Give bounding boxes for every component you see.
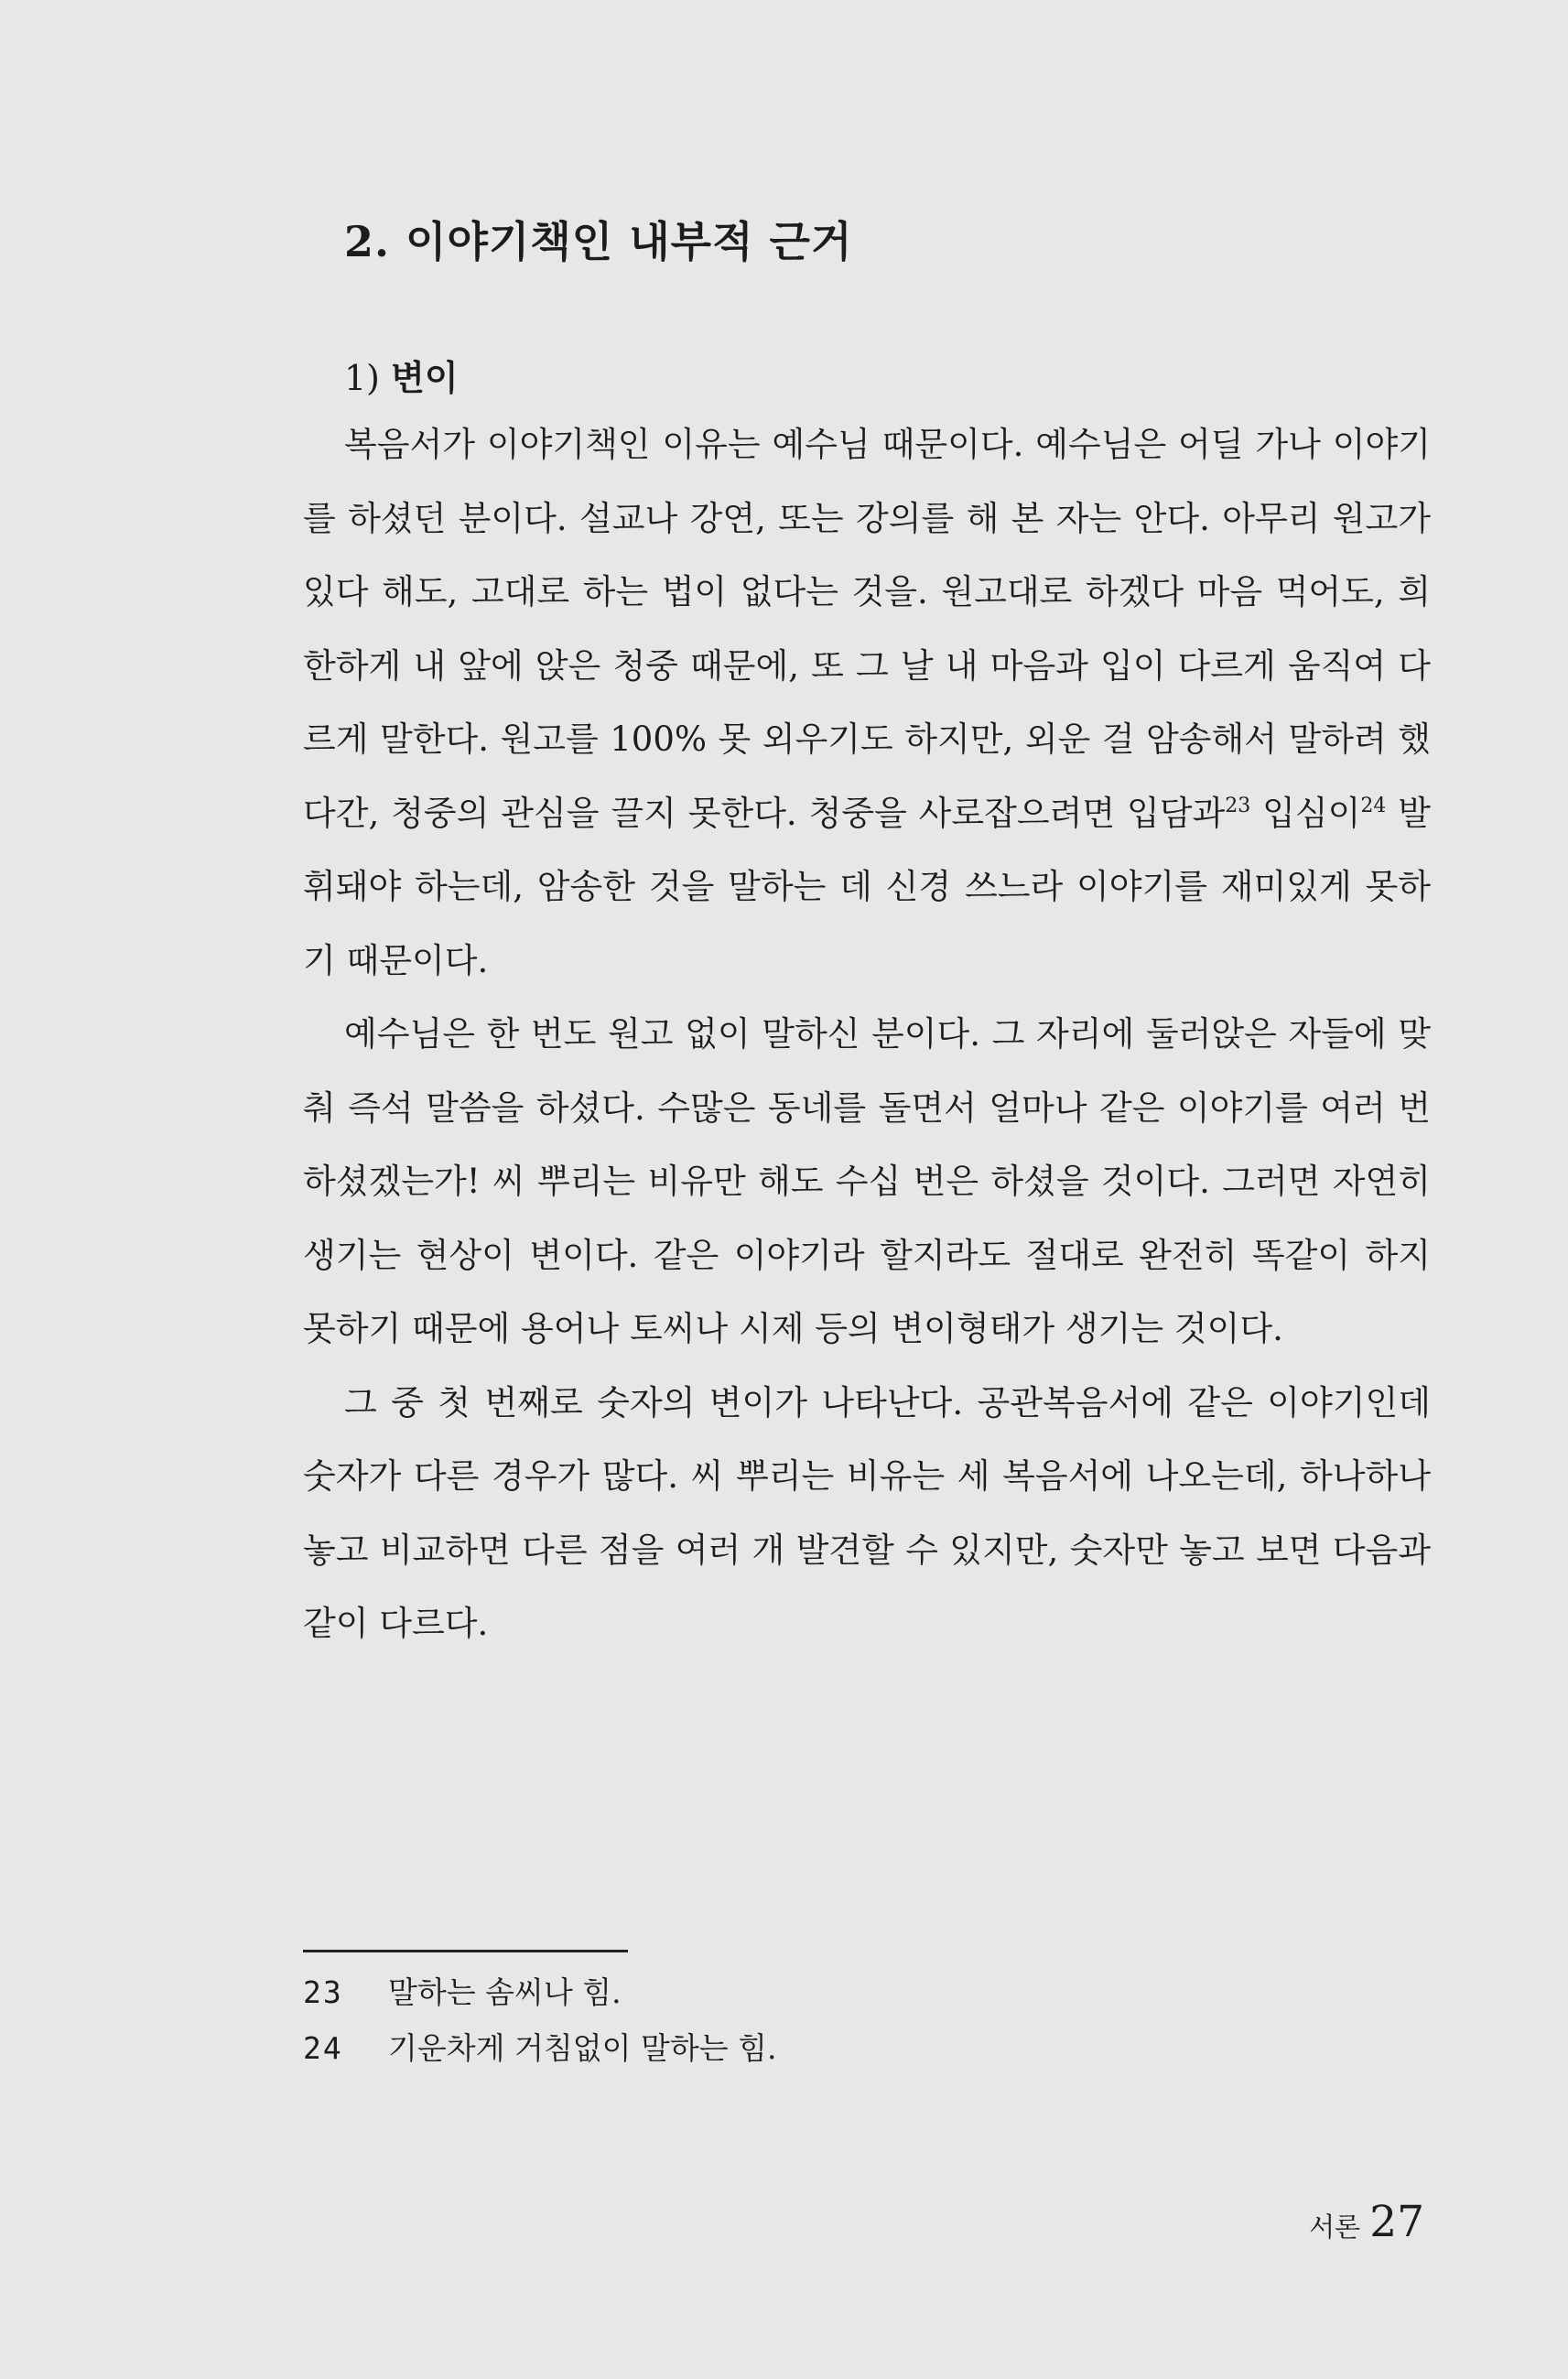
- sub-heading-title: 변이: [391, 357, 459, 398]
- footnote-number: 24: [303, 2030, 343, 2066]
- paragraph-1-text-2: 입심이: [1250, 793, 1361, 833]
- footnotes: [303, 1964, 777, 2076]
- footnote-number: 23: [303, 1974, 343, 2010]
- running-head: 서론: [1309, 2211, 1361, 2243]
- paragraph-1: [303, 408, 1431, 998]
- footnote-23: [303, 1964, 777, 2020]
- paragraph-3: 그 중 첫 번째로 숫자의 변이가 나타난다. 공관복음서에 같은 이야기인데 숫자가 다른 경우가 많다. 씨 뿌리는 비유는 세 복음서에 나오는데, 하나하나 놓고 비교하면 다른 점을 여러 개 발견할 수 있지만, 숫자만 놓고 보면 다음과 같이 다르다.: [303, 1382, 1431, 1643]
- page-number: 27: [1369, 2197, 1424, 2247]
- footnote-ref-24[interactable]: 24: [1360, 794, 1387, 817]
- paragraph-1-text-3: 발휘돼야 하는데, 암송한 것을 말하는 데 신경 쓰느라 이야기를 재미있게 못하기 때문이다.: [303, 793, 1431, 980]
- footnote-divider: [303, 1950, 628, 1952]
- footnote-ref-23[interactable]: 23: [1225, 794, 1251, 817]
- footnote-text: 기운차게 거침없이 말하는 힘.: [388, 2030, 777, 2066]
- footnote-24: [303, 2020, 777, 2076]
- paragraph-2: 예수님은 한 번도 원고 없이 말하신 분이다. 그 자리에 둘러앉은 자들에 맞춰 즉석 말씀을 하셨다. 수많은 동네를 돌면서 얼마나 같은 이야기를 여러 번 하셨겠는가! 씨 뿌리는 비유만 해도 수십 번은 하셨을 것이다. 그러면 자연히 생기는 현상이 변이다. 같은 이야기라 할지라도 절대로 완전히 똑같이 하지 못하기 때문에 용어나 토씨나 시제 등의 변이형태가 생기는 것이다.: [303, 1014, 1431, 1348]
- sub-heading-number: 1): [344, 358, 381, 398]
- body-text: [303, 408, 1431, 1661]
- sub-heading: [344, 350, 459, 400]
- footnote-text: 말하는 솜씨나 힘.: [388, 1974, 622, 2010]
- page-footer: [1309, 2197, 1424, 2247]
- section-heading: 2. 이야기책인 내부적 근거: [344, 217, 853, 266]
- paragraph-1-text: 복음서가 이야기책인 이유는 예수님 때문이다. 예수님은 어딜 가나 이야기를 하셨던 분이다. 설교나 강연, 또는 강의를 해 본 자는 안다. 아무리 원고가 있다 해도, 고대로 하는 법이 없다는 것을. 원고대로 하겠다 마음 먹어도, 희한하게 내 앞에 앉은 청중 때문에, 또 그 날 내 마음과 입이 다르게 움직여 다르게 말한다. 원고를 100% 못 외우기도 하지만, 외운 걸 암송해서 말하려 했다간, 청중의 관심을 끌지 못한다. 청중을 사로잡으려면 입담과: [303, 425, 1431, 833]
